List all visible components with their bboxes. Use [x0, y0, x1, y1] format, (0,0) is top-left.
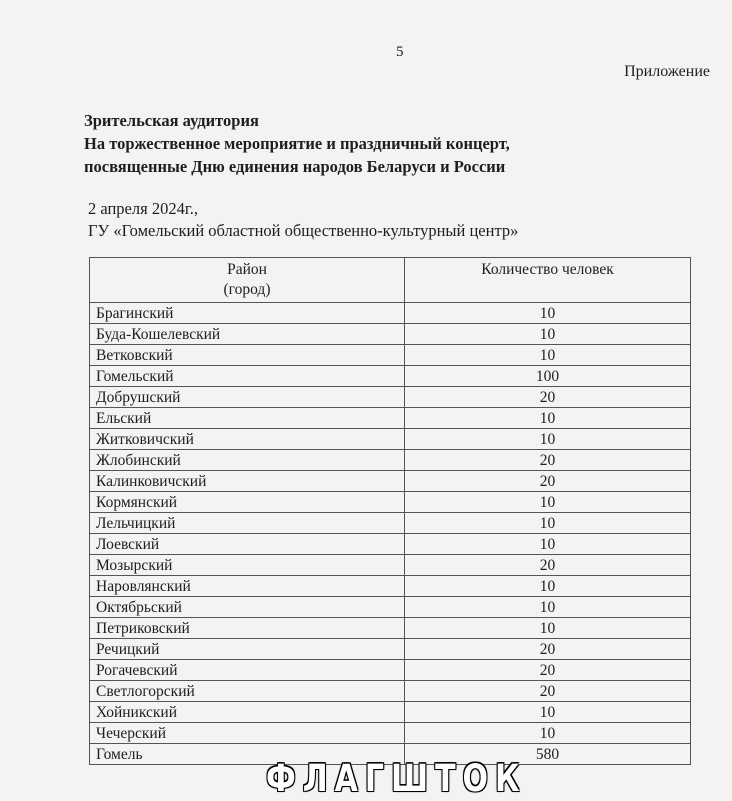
count-cell: 10: [405, 408, 691, 429]
district-cell: Калинковичский: [90, 471, 405, 492]
district-cell: Светлогорский: [90, 681, 405, 702]
count-cell: 20: [405, 639, 691, 660]
count-cell: 20: [405, 450, 691, 471]
count-cell: 10: [405, 429, 691, 450]
district-cell: Добрушский: [90, 387, 405, 408]
count-cell: 10: [405, 513, 691, 534]
document-title: [84, 109, 510, 178]
table-header-row: [90, 258, 691, 303]
count-cell: 10: [405, 324, 691, 345]
table-row: [90, 366, 691, 387]
count-cell: 10: [405, 345, 691, 366]
event-venue: ГУ «Гомельский областной общественно-культурный центр»: [88, 221, 519, 240]
table-row: [90, 303, 691, 324]
district-cell: Гомель: [90, 744, 405, 765]
title-line: Зрительская аудитория: [84, 111, 259, 130]
table-row: [90, 576, 691, 597]
count-cell: 100: [405, 366, 691, 387]
table-row: [90, 471, 691, 492]
count-cell: 10: [405, 618, 691, 639]
district-cell: Кормянский: [90, 492, 405, 513]
district-cell: Хойникский: [90, 702, 405, 723]
district-cell: Буда-Кошелевский: [90, 324, 405, 345]
table-row: [90, 450, 691, 471]
count-cell: 20: [405, 555, 691, 576]
watermark-logo: ФЛАГШТОК: [266, 757, 527, 801]
district-cell: Гомельский: [90, 366, 405, 387]
table-row: [90, 723, 691, 744]
district-cell: Рогачевский: [90, 660, 405, 681]
district-cell: Лоевский: [90, 534, 405, 555]
table-row: [90, 492, 691, 513]
appendix-label: Приложение: [624, 63, 710, 80]
count-cell: 20: [405, 387, 691, 408]
title-line: На торжественное мероприятие и праздничный концерт,: [84, 134, 510, 153]
count-cell: 20: [405, 471, 691, 492]
event-date: 2 апреля 2024г.,: [88, 199, 198, 218]
count-cell: 10: [405, 576, 691, 597]
district-cell: Жлобинский: [90, 450, 405, 471]
count-cell: 580: [405, 744, 691, 765]
table-row: [90, 639, 691, 660]
district-cell: Житковичский: [90, 429, 405, 450]
table-row: [90, 324, 691, 345]
table-row: [90, 681, 691, 702]
district-cell: Чечерский: [90, 723, 405, 744]
table-row: [90, 408, 691, 429]
header-count: Количество человек: [405, 258, 691, 303]
district-cell: Ветковский: [90, 345, 405, 366]
audience-table: [89, 257, 691, 765]
district-cell: Лельчицкий: [90, 513, 405, 534]
table-row: [90, 702, 691, 723]
count-cell: 20: [405, 681, 691, 702]
count-cell: 10: [405, 702, 691, 723]
district-cell: Петриковский: [90, 618, 405, 639]
table-row: [90, 597, 691, 618]
event-meta: [88, 198, 518, 242]
count-cell: 10: [405, 597, 691, 618]
count-cell: 20: [405, 660, 691, 681]
table-row: [90, 660, 691, 681]
table-row: [90, 513, 691, 534]
count-cell: 10: [405, 534, 691, 555]
title-line: посвященные Дню единения народов Беларуси и России: [84, 157, 506, 176]
district-cell: Октябрьский: [90, 597, 405, 618]
count-cell: 10: [405, 723, 691, 744]
table-row: [90, 345, 691, 366]
district-cell: Мозырский: [90, 555, 405, 576]
count-cell: 10: [405, 303, 691, 324]
district-cell: Речицкий: [90, 639, 405, 660]
table-row: [90, 387, 691, 408]
district-cell: Ельский: [90, 408, 405, 429]
table-body: [90, 303, 691, 765]
count-cell: 10: [405, 492, 691, 513]
header-district: Район (город): [90, 258, 405, 303]
table-row: [90, 618, 691, 639]
page-number: 5: [396, 44, 404, 60]
district-cell: Наровлянский: [90, 576, 405, 597]
district-cell: Брагинский: [90, 303, 405, 324]
table-row: [90, 534, 691, 555]
table-row: [90, 429, 691, 450]
table-row: [90, 555, 691, 576]
